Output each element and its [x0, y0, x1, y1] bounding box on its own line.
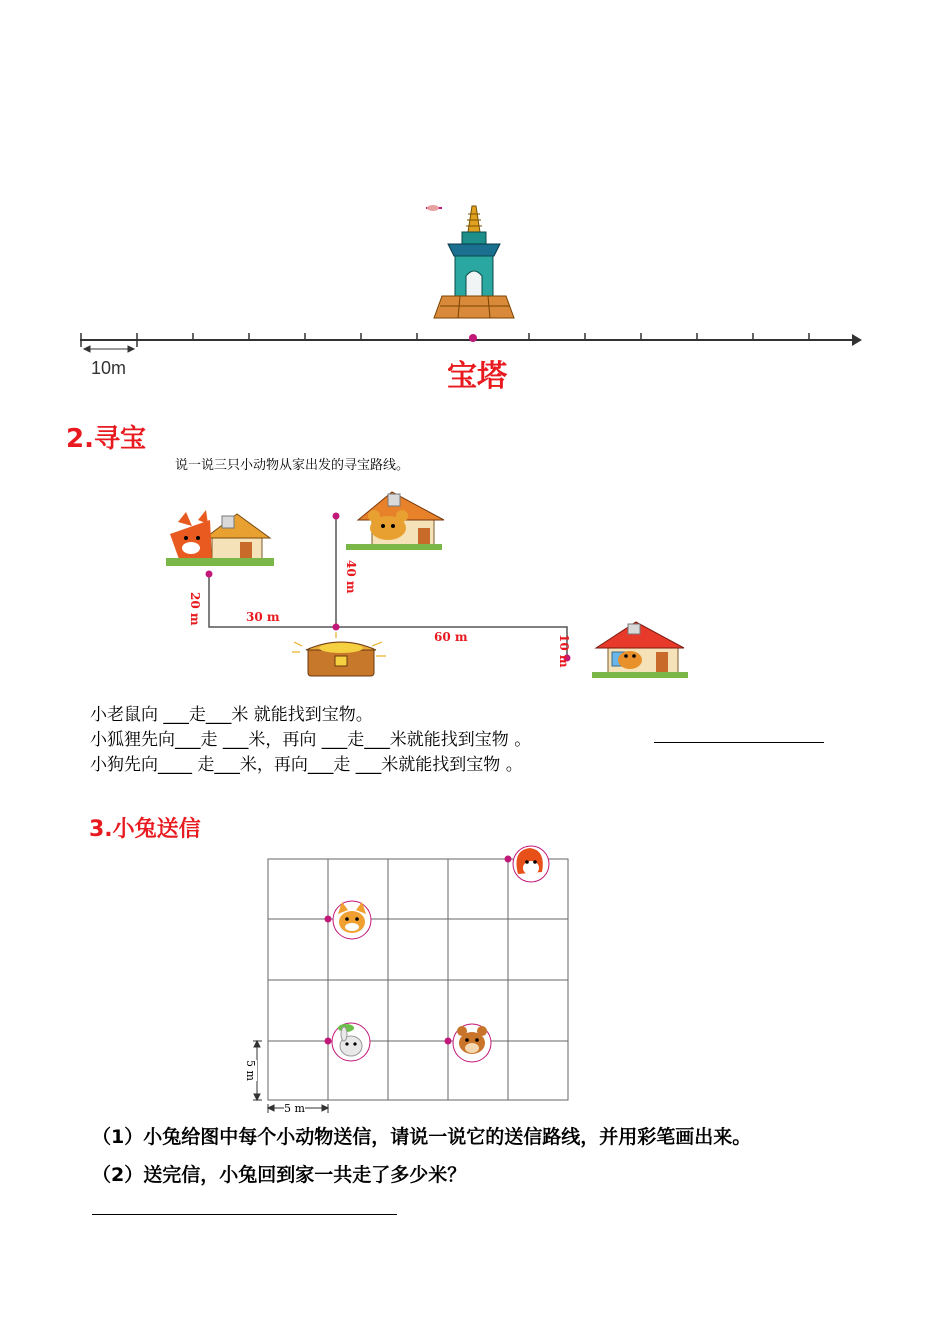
hamster-marker: [445, 1038, 452, 1045]
mouse-down-distance: 40 m: [344, 560, 358, 594]
section2-instruction: 说一说三只小动物从家出发的寻宝路线。: [175, 458, 410, 473]
answer-line-bottom[interactable]: [92, 1214, 397, 1215]
grid-vertical-label: 5 m: [244, 1060, 257, 1081]
fox-right-distance: 30 m: [246, 610, 280, 624]
hamster-avatar-icon: [453, 1024, 491, 1062]
squirrel-avatar-icon: [513, 846, 549, 882]
fox-question: 小狐狸先向___走 ___米，再向 ___走___米就能找到宝物 。: [90, 730, 532, 750]
rabbit-avatar-icon: [332, 1023, 370, 1061]
grid-horizontal-label: 5 m: [284, 1102, 305, 1115]
cat-avatar-icon: [333, 901, 371, 939]
dog-down-distance: 10 m: [557, 634, 571, 668]
question-1: （1）小兔给图中每个小动物送信，请说一说它的送信路线，并用彩笔画出来。: [92, 1126, 752, 1148]
grid-lines: [268, 859, 568, 1100]
squirrel-marker: [505, 856, 512, 863]
rabbit-marker: [325, 1038, 332, 1045]
pagoda-label: 宝塔: [447, 359, 507, 394]
to-dog-distance: 60 m: [434, 630, 468, 644]
section2-title: 2.寻宝: [66, 424, 146, 454]
dog-question: 小狗先向____ 走___米，再向___走 ___米就能找到宝物 。: [90, 755, 523, 775]
scale-label: 10m: [91, 358, 127, 378]
cat-marker: [325, 916, 332, 923]
question-2: （2）送完信，小兔回到家一共走了多少米？: [92, 1164, 467, 1186]
mouse-question: 小老鼠向 ___走___米 就能找到宝物。: [90, 705, 373, 725]
fox-down-distance: 20 m: [188, 592, 202, 626]
section3-title: 3.小兔送信: [89, 817, 201, 842]
